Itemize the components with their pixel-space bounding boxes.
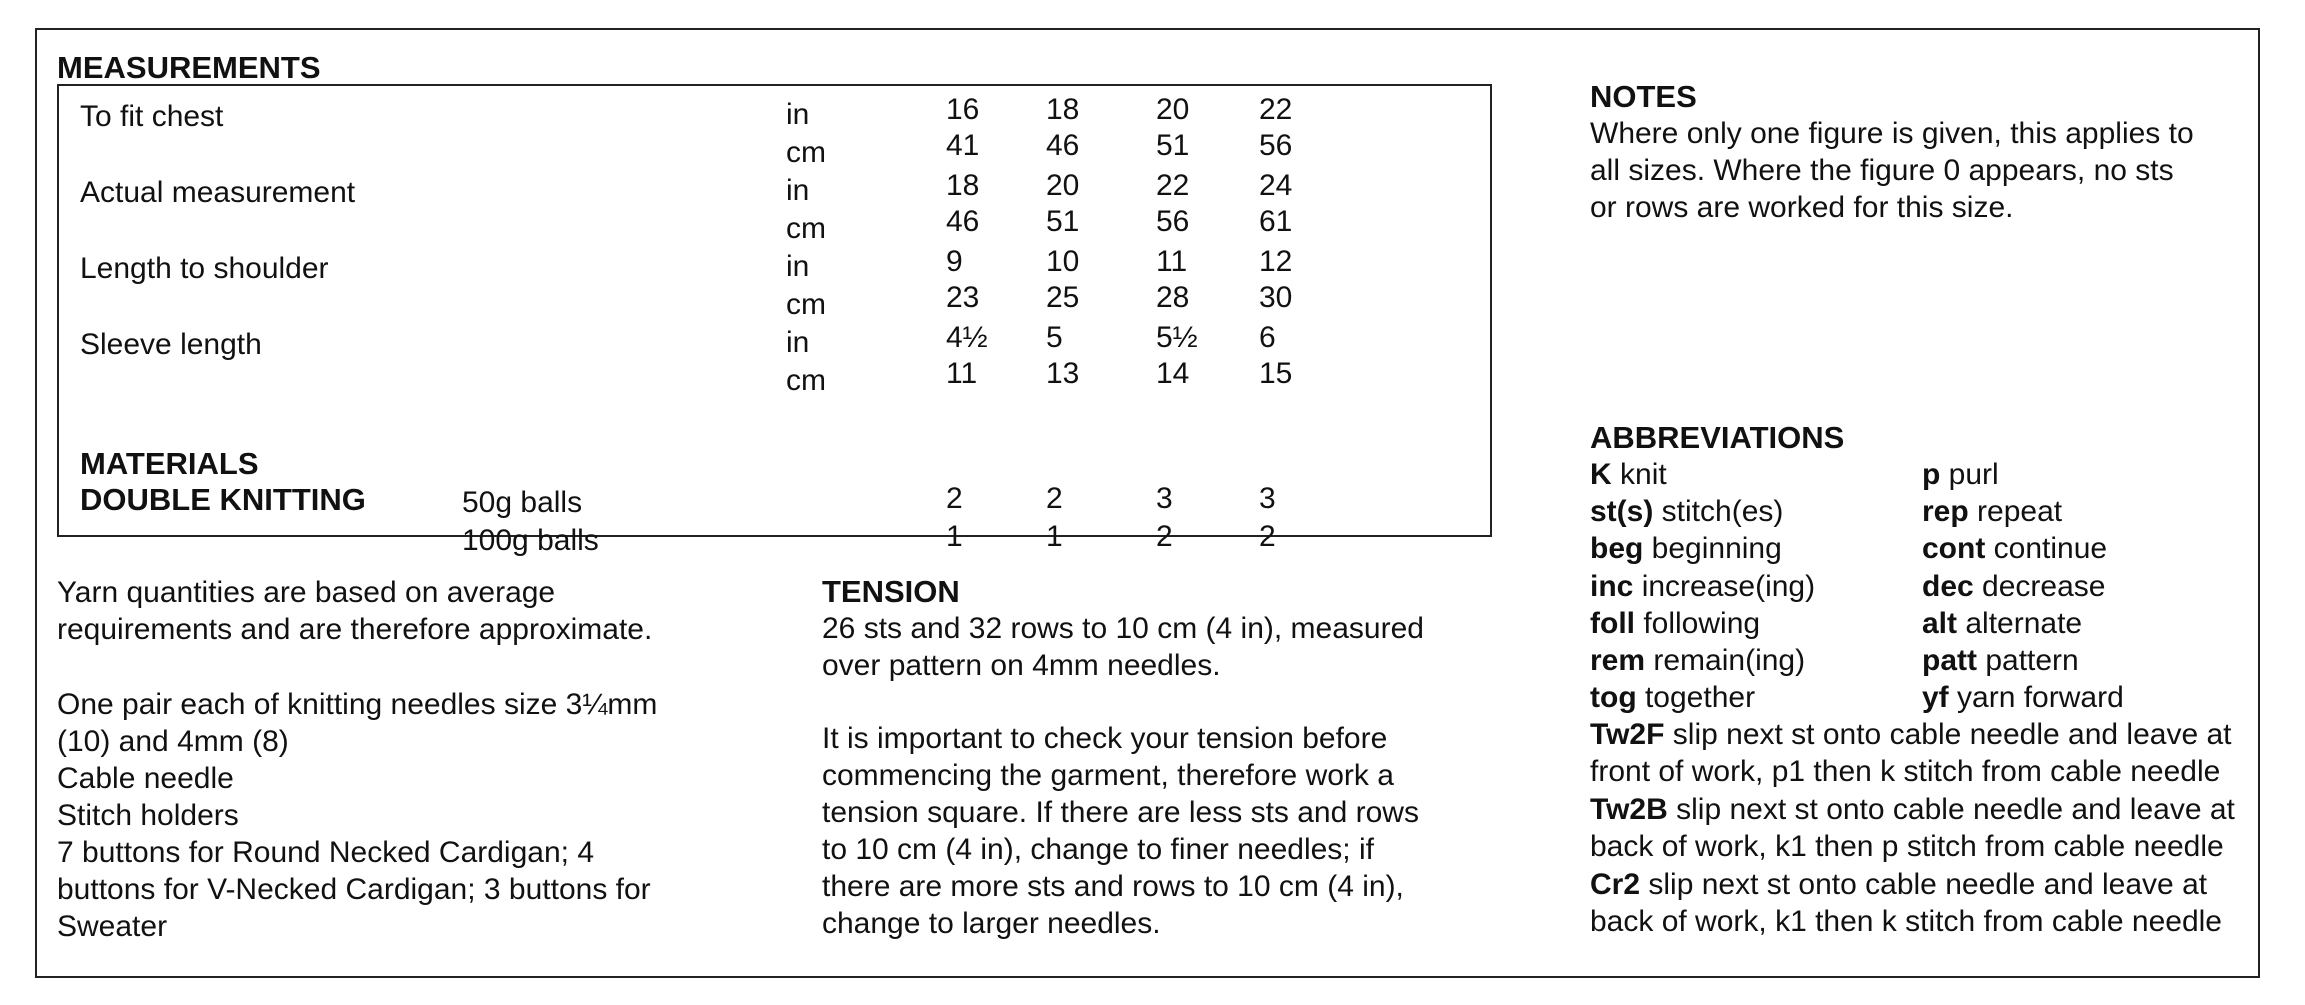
unit-label: in [786, 98, 810, 131]
size-value: 11 [946, 357, 978, 390]
size-value: 61 [1259, 205, 1293, 238]
abbreviation-item [1590, 532, 1782, 566]
abbr-definition: remain(ing) [1645, 644, 1806, 677]
abbr-term: foll [1590, 606, 1635, 640]
unit-label: cm [786, 288, 826, 321]
size-value: 16 [946, 93, 980, 126]
size-value: 5 [1046, 321, 1063, 354]
size-value: 10 [1046, 245, 1080, 278]
equipment-list: One pair each of knitting needles size 3¼mm (10) and 4mm (8) Cable needle Stitch holders 7 buttons for Round Necked Cardigan; 4 buttons for V-Necked Cardigan; 3 buttons for Sweater [57, 688, 658, 943]
tension-text-2: It is important to check your tension before commencing the garment, therefore work a tension square. If there are less sts and rows to 10 cm (4 in), change to finer needles; if there are more sts and rows to 10 cm (4 in), change to larger needles. [822, 722, 1419, 940]
size-value: 4½ [946, 321, 988, 354]
abbr-definition: decrease [1973, 569, 2106, 603]
ball-label: 50g balls [462, 486, 583, 519]
ball-label: 100g balls [462, 524, 599, 557]
size-value: 12 [1259, 245, 1293, 278]
abbr-definition: knit [1611, 458, 1667, 491]
ball-count: 2 [1156, 520, 1173, 553]
size-value: 25 [1046, 281, 1080, 314]
abbr-definition: slip next st onto cable needle and leave at [1640, 868, 2208, 901]
size-value: 9 [946, 245, 963, 278]
abbreviation-item [1922, 607, 2082, 641]
abbr-term: p [1922, 458, 1941, 491]
abbr-term: st(s) [1590, 495, 1654, 529]
abbr-definition: pattern [1977, 644, 2079, 677]
yarn-note: Yarn quantities are based on average requirements and are therefore approximate. [57, 576, 653, 646]
abbr-term: inc [1590, 569, 1634, 603]
size-value: 24 [1259, 169, 1293, 202]
unit-label: cm [786, 136, 826, 169]
size-value: 11 [1156, 245, 1188, 278]
abbr-definition: continue [1985, 532, 2108, 566]
abbr-term: tog [1590, 681, 1637, 715]
abbr-definition: repeat [1968, 495, 2063, 529]
ball-count: 1 [1046, 520, 1063, 553]
ball-count: 2 [1046, 482, 1063, 515]
notes-heading: NOTES [1590, 79, 1697, 114]
abbr-term: K [1590, 458, 1612, 491]
size-value: 6 [1259, 321, 1276, 354]
measurements-table [57, 84, 1492, 557]
abbr-definition: alternate [1957, 606, 2083, 640]
abbr-definition: slip next st onto cable needle and leave at [1664, 718, 2232, 751]
abbr-definition: beginning [1643, 532, 1782, 566]
ball-count: 2 [1259, 520, 1276, 553]
abbr-definition: together [1636, 681, 1756, 715]
size-value: 13 [1046, 357, 1080, 390]
abbreviation-item [1922, 644, 2079, 678]
ball-count: 3 [1259, 482, 1276, 515]
abbr-definition: stitch(es) [1653, 495, 1784, 529]
size-value: 46 [1046, 129, 1080, 162]
unit-label: in [786, 174, 810, 207]
abbr-term: Tw2F [1590, 718, 1665, 751]
abbr-definition-cont: back of work, k1 then k stitch from cable needle [1590, 905, 2222, 938]
abbr-term: rep [1922, 495, 1969, 529]
abbreviation-item [1590, 644, 1805, 678]
abbr-definition: slip next st onto cable needle and leave at [1667, 793, 2235, 826]
abbreviation-item [1922, 570, 2105, 604]
abbr-definition-cont: front of work, p1 then k stitch from cable needle [1590, 755, 2221, 788]
abbr-term: beg [1590, 532, 1644, 566]
abbr-definition: purl [1940, 458, 1999, 491]
abbreviation-item-long [1590, 793, 2235, 827]
size-value: 51 [1046, 205, 1080, 238]
measurement-label: Sleeve length [80, 328, 262, 361]
abbreviation-item [1922, 681, 2124, 715]
size-value: 51 [1156, 129, 1190, 162]
size-value: 41 [946, 129, 980, 162]
size-value: 5½ [1156, 321, 1198, 354]
abbreviation-item [1922, 495, 2062, 529]
size-value: 22 [1156, 169, 1190, 202]
measurement-label: To fit chest [80, 100, 224, 133]
unit-label: in [786, 250, 810, 283]
size-value: 22 [1259, 93, 1293, 126]
measurement-label: Length to shoulder [80, 252, 329, 285]
abbreviation-item [1590, 495, 1783, 529]
abbr-term: Cr2 [1590, 868, 1641, 901]
abbr-definition-cont: back of work, k1 then p stitch from cable needle [1590, 830, 2224, 863]
abbreviation-item-long [1590, 718, 2232, 752]
abbr-term: rem [1590, 644, 1646, 677]
size-value: 23 [946, 281, 980, 314]
notes-text: Where only one figure is given, this applies to all sizes. Where the figure 0 appears, no sts or rows are worked for this size. [1590, 117, 2194, 224]
abbreviation-item [1922, 458, 1999, 492]
abbr-term: alt [1922, 606, 1958, 640]
tension-text-1: 26 sts and 32 rows to 10 cm (4 in), measured over pattern on 4mm needles. [822, 612, 1424, 682]
ball-count: 1 [946, 520, 963, 553]
abbr-term: patt [1922, 644, 1977, 677]
size-value: 20 [1156, 93, 1190, 126]
abbr-term: Tw2B [1590, 793, 1668, 826]
size-value: 28 [1156, 281, 1190, 314]
size-value: 20 [1046, 169, 1080, 202]
size-value: 30 [1259, 281, 1293, 314]
abbr-definition: following [1635, 606, 1761, 640]
materials-heading: MATERIALS [80, 446, 259, 481]
abbreviation-item [1590, 570, 1815, 604]
pattern-info-panel [35, 28, 2260, 978]
size-value: 15 [1259, 357, 1293, 390]
abbr-definition: yarn forward [1948, 681, 2124, 715]
ball-count: 2 [946, 482, 963, 515]
ball-count: 3 [1156, 482, 1173, 515]
measurements-heading: MEASUREMENTS [57, 50, 321, 85]
abbr-term: yf [1922, 681, 1949, 715]
size-value: 18 [946, 169, 980, 202]
unit-label: in [786, 326, 810, 359]
unit-label: cm [786, 212, 826, 245]
size-value: 46 [946, 205, 980, 238]
abbr-term: cont [1922, 532, 1986, 566]
size-value: 56 [1259, 129, 1293, 162]
size-value: 18 [1046, 93, 1080, 126]
abbr-term: dec [1922, 569, 1974, 603]
abbreviation-item [1590, 607, 1760, 641]
abbreviation-item-long [1590, 868, 2207, 902]
abbr-definition: increase(ing) [1633, 569, 1816, 603]
unit-label: cm [786, 364, 826, 397]
size-value: 56 [1156, 205, 1190, 238]
abbreviation-item [1922, 532, 2107, 566]
abbreviations-heading: ABBREVIATIONS [1590, 420, 1845, 455]
size-value: 14 [1156, 357, 1190, 390]
measurement-label: Actual measurement [80, 176, 356, 209]
tension-heading: TENSION [822, 574, 960, 609]
abbreviation-item [1590, 458, 1667, 492]
abbreviation-item [1590, 681, 1755, 715]
yarn-label: DOUBLE KNITTING [80, 482, 366, 517]
